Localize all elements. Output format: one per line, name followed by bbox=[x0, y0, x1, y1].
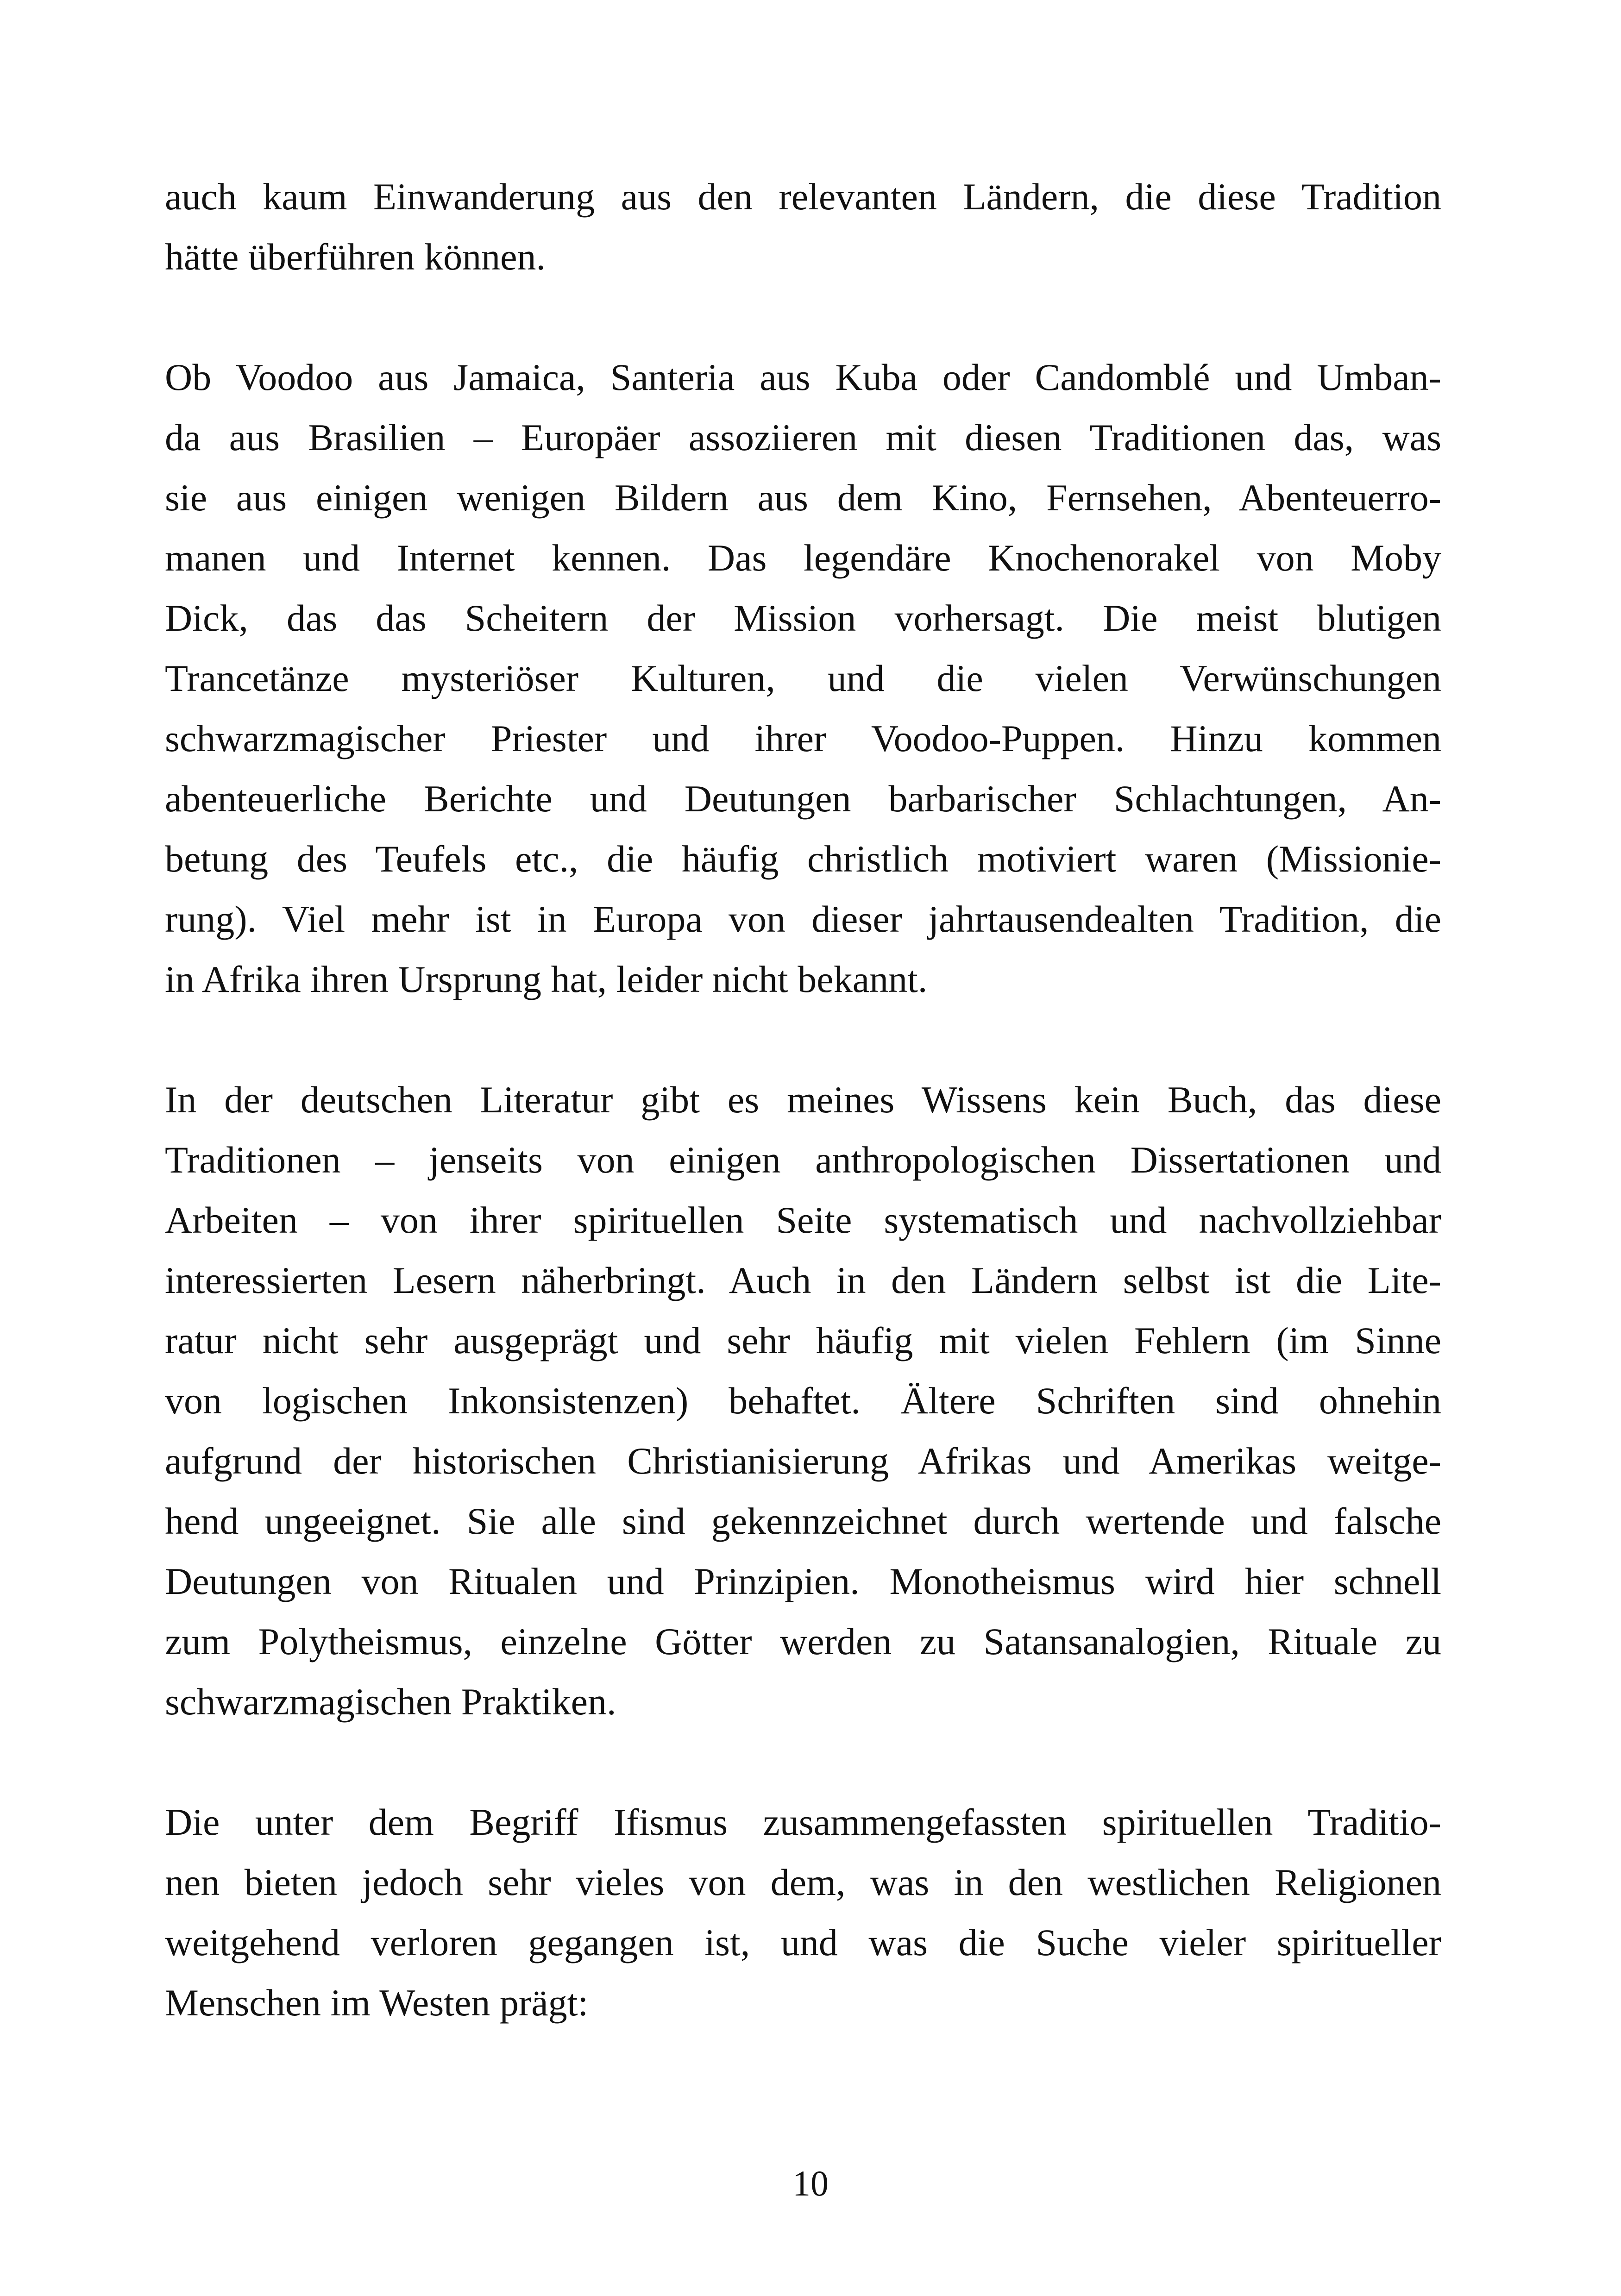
text-line: Dick, das das Scheitern der Mission vorhersagt. Die meist blutigen bbox=[165, 597, 1441, 639]
text-line: da aus Brasilien – Europäer assoziieren mit diesen Traditionen das, was bbox=[165, 416, 1441, 458]
page-number: 10 bbox=[792, 2163, 829, 2203]
text-line: betung des Teufels etc., die häufig christlich motiviert waren (Missionie- bbox=[165, 838, 1441, 880]
text-line: von logischen Inkonsistenzen) behaftet. Ältere Schriften sind ohnehin bbox=[165, 1380, 1441, 1422]
paragraph-3 bbox=[165, 1070, 1441, 1732]
text-line: hätte überführen können. bbox=[165, 236, 546, 278]
text-line: Menschen im Westen prägt: bbox=[165, 1982, 589, 2024]
paragraph-1 bbox=[165, 167, 1441, 287]
text-line: hend ungeeignet. Sie alle sind gekennzeichnet durch wertende und falsche bbox=[165, 1500, 1441, 1542]
text-line: weitgehend verloren gegangen ist, und was die Suche vieler spiritueller bbox=[165, 1921, 1441, 1964]
text-line: nen bieten jedoch sehr vieles von dem, was in den westlichen Religionen bbox=[165, 1861, 1441, 1903]
paragraph-4 bbox=[165, 1792, 1441, 2033]
text-line: ratur nicht sehr ausgeprägt und sehr häufig mit vielen Fehlern (im Sinne bbox=[165, 1319, 1441, 1361]
text-line: Trancetänze mysteriöser Kulturen, und die vielen Verwünschungen bbox=[165, 657, 1441, 699]
text-line: Die unter dem Begriff Ifismus zusammengefassten spirituellen Traditio- bbox=[165, 1801, 1441, 1843]
text-line: zum Polytheismus, einzelne Götter werden zu Satansanalogien, Rituale zu bbox=[165, 1620, 1441, 1662]
text-line: sie aus einigen wenigen Bildern aus dem Kino, Fernsehen, Abenteuerro- bbox=[165, 477, 1441, 519]
text-line: interessierten Lesern näherbringt. Auch in den Ländern selbst ist die Lite- bbox=[165, 1259, 1441, 1301]
text-line: Traditionen – jenseits von einigen anthropologischen Dissertationen und bbox=[165, 1139, 1441, 1181]
text-line: auch kaum Einwanderung aus den relevanten Ländern, die diese Tradition bbox=[165, 176, 1441, 218]
text-line: Ob Voodoo aus Jamaica, Santeria aus Kuba oder Candomblé und Umban- bbox=[165, 356, 1441, 398]
text-line: rung). Viel mehr ist in Europa von dieser jahrtausendealten Tradition, die bbox=[165, 898, 1441, 940]
text-line: schwarzmagischer Priester und ihrer Voodoo-Puppen. Hinzu kommen bbox=[165, 717, 1441, 759]
text-line: manen und Internet kennen. Das legendäre Knochenorakel von Moby bbox=[165, 537, 1441, 579]
text-line: Arbeiten – von ihrer spirituellen Seite systematisch und nachvollziehbar bbox=[165, 1199, 1441, 1241]
text-line: schwarzmagischen Praktiken. bbox=[165, 1681, 616, 1723]
text-line: in Afrika ihren Ursprung hat, leider nicht bekannt. bbox=[165, 958, 928, 1000]
text-line: abenteuerliche Berichte und Deutungen barbarischer Schlachtungen, An- bbox=[165, 778, 1441, 820]
paragraph-2 bbox=[165, 347, 1441, 1010]
text-line: In der deutschen Literatur gibt es meines Wissens kein Buch, das diese bbox=[165, 1079, 1441, 1121]
text-line: aufgrund der historischen Christianisierung Afrikas und Amerikas weitge- bbox=[165, 1440, 1441, 1482]
text-line: Deutungen von Ritualen und Prinzipien. Monotheismus wird hier schnell bbox=[165, 1560, 1441, 1602]
